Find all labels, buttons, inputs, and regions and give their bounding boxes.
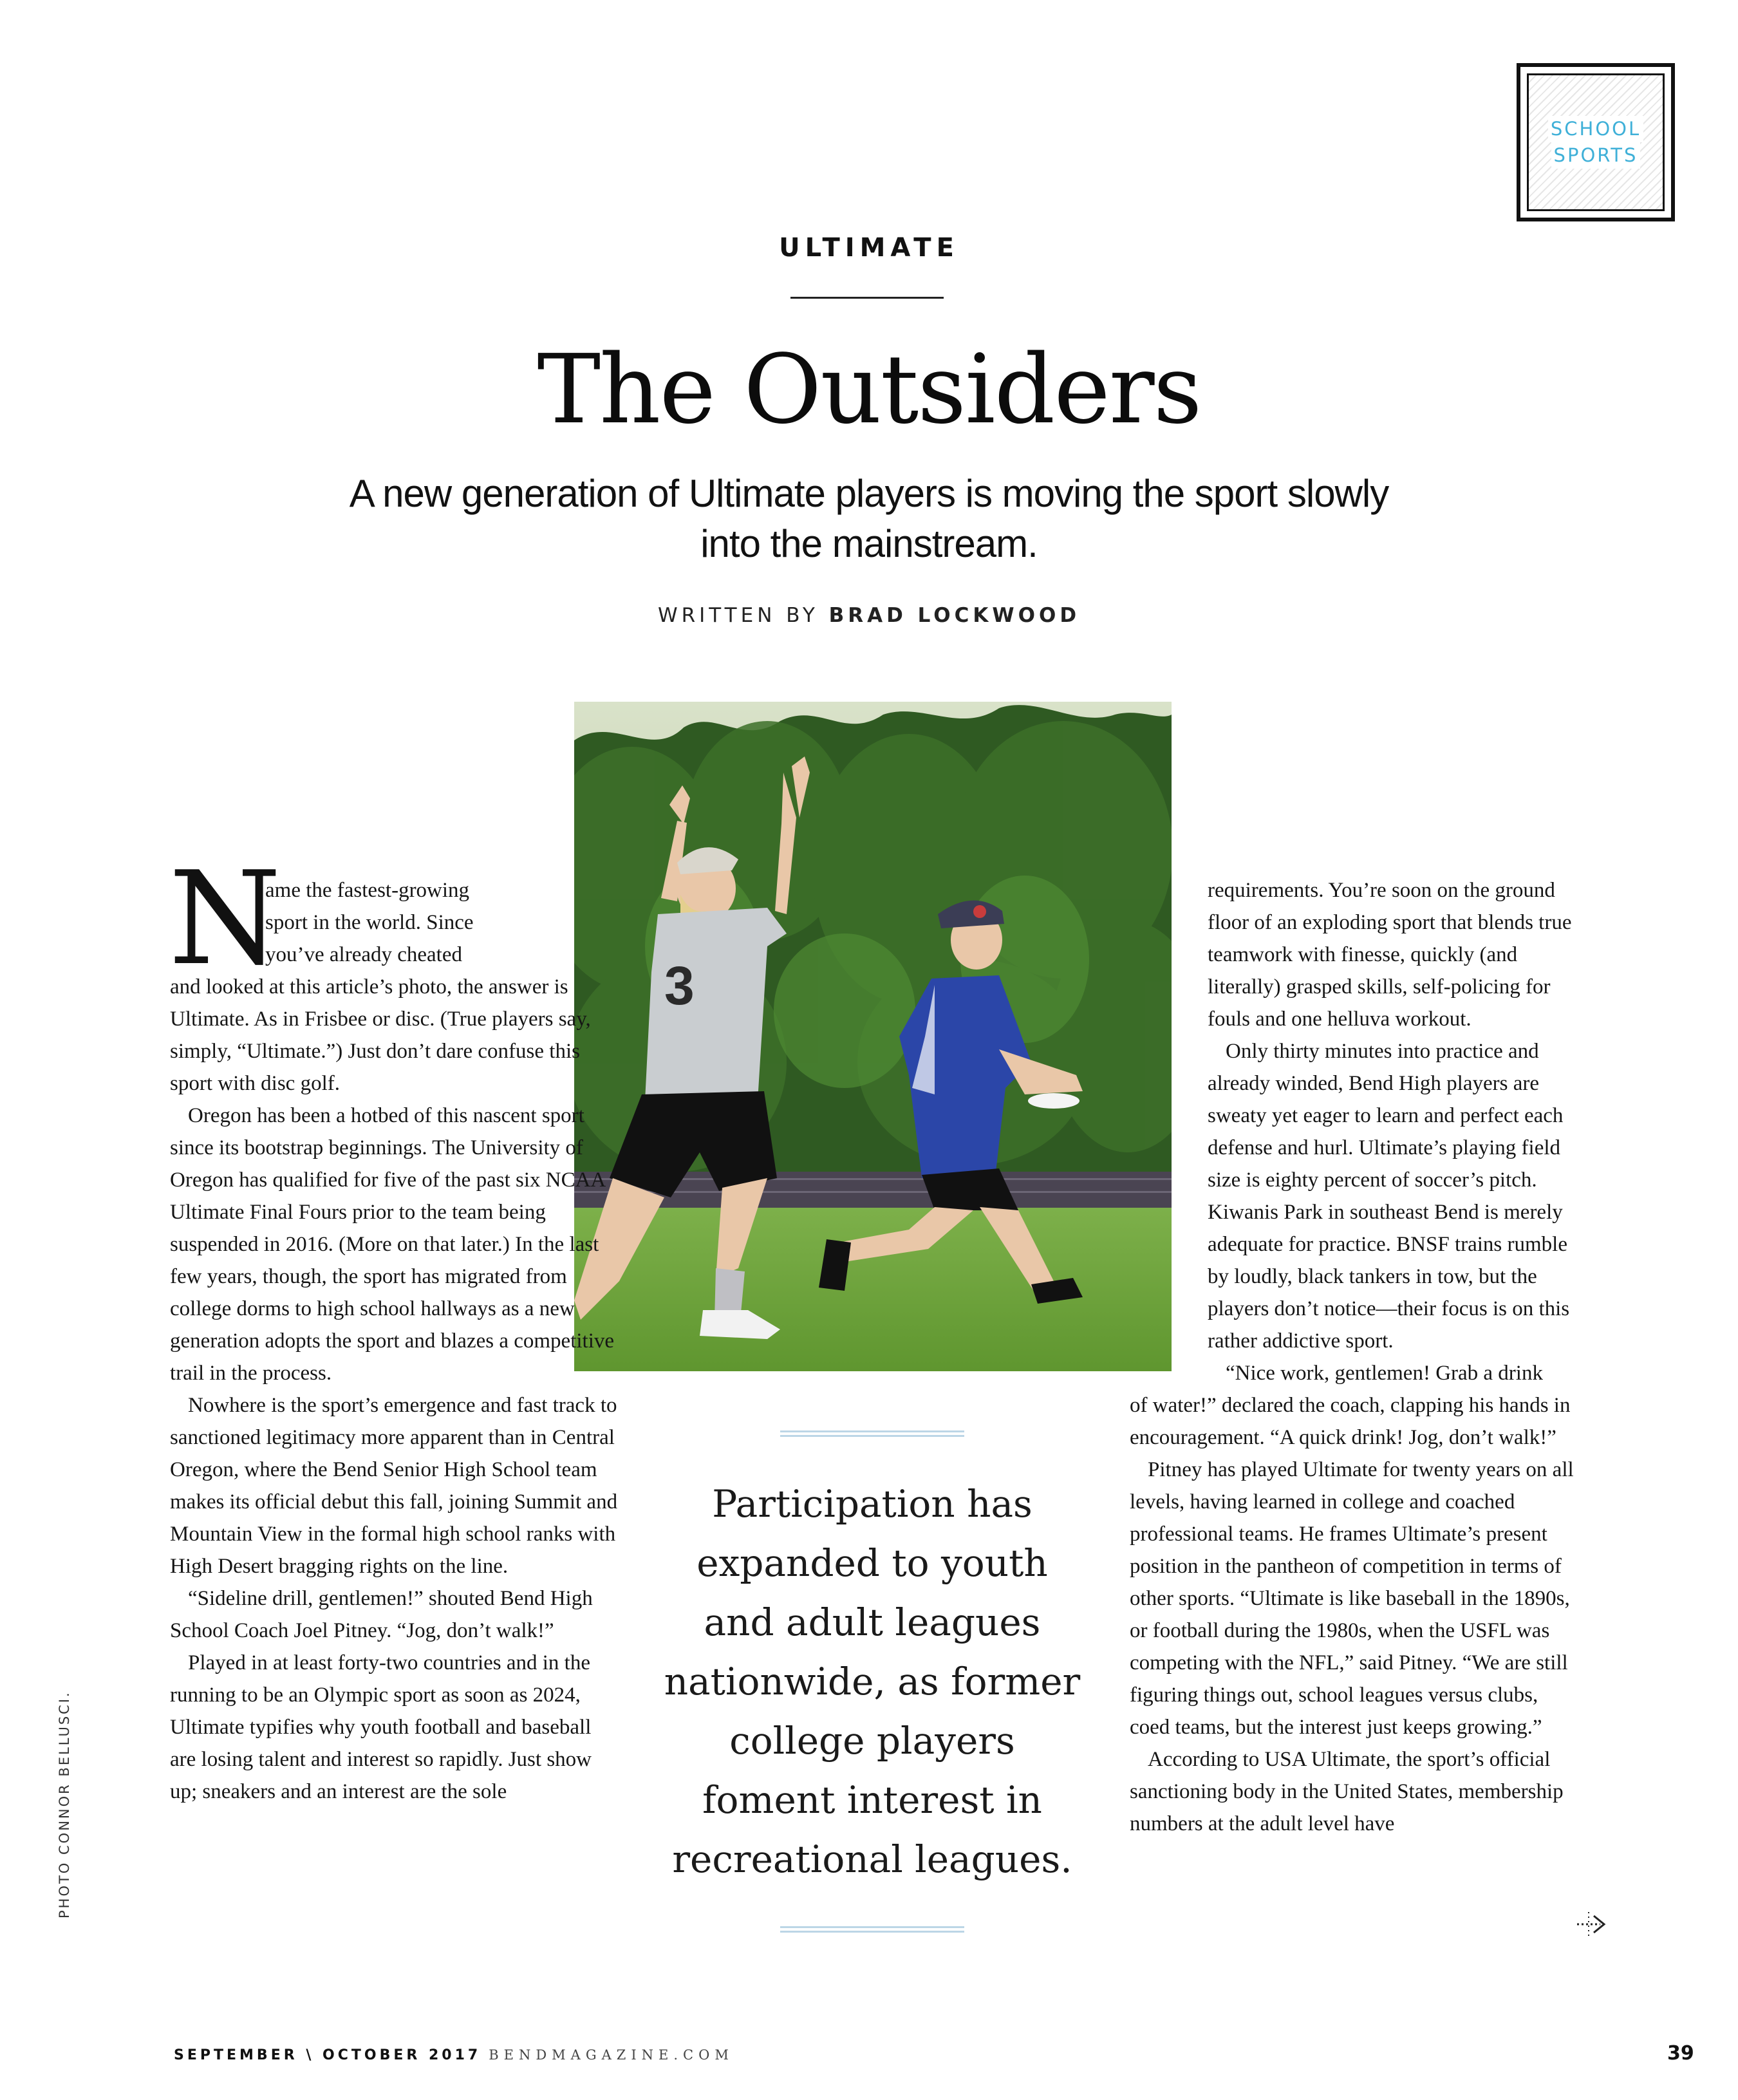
body-paragraph: According to USA Ultimate, the sport’s official sanctioning body in the United States, membership numbers at the adult level have — [1130, 1748, 1564, 1835]
article-title: The Outsiders — [537, 334, 1201, 445]
drop-cap: N — [169, 844, 281, 994]
page-number: 39 — [1667, 2042, 1694, 2065]
article-column-left — [170, 971, 621, 1808]
article-photo — [574, 702, 1172, 1371]
pull-quote-rule-bottom — [780, 1926, 964, 1933]
page-footer — [174, 2047, 734, 2063]
byline-prefix: WRITTEN BY — [657, 604, 819, 627]
continue-arrow-icon — [1574, 1908, 1613, 1940]
opening-line: ame the fastest-growing — [265, 879, 470, 902]
pull-quote: Participation has expanded to youth and adult leagues nationwide, as former college players foment interest in recreational leagues. — [664, 1482, 1081, 1881]
shirt-number: 3 — [664, 955, 695, 1016]
body-paragraph: Nowhere is the sport’s emergence and fast track to sanctioned legitimacy more apparent than in Central Oregon, where the Bend Senior High School team makes its official debut this fall, joining Summit and Mountain View in the formal high school ranks with High Desert bragging rights on the line. — [170, 1394, 618, 1578]
issue-date: SEPTEMBER \ OCTOBER 2017 — [174, 2047, 481, 2063]
photo-credit — [57, 1691, 72, 1931]
article-deck: A new generation of Ultimate players is moving the sport slowly into the mainstream. — [349, 472, 1389, 565]
body-paragraph: Oregon has been a hotbed of this nascent sport since its bootstrap beginnings. The University of Oregon has qualified for five of the past six NCAA Ultimate Final Fours prior to the team being suspended in 2016. (More on that later.) In the last few years, though, the sport has migrated from college dorms to high school hallways as a new generation adopts the sport and blazes a competitive trail in the process. — [170, 1104, 615, 1385]
body-paragraph: requirements. You’re soon on the ground floor of an exploding sport that blends true teamwork with finesse, quickly (and literally) grasped skills, self-policing for fouls and one helluva workout. — [1208, 879, 1572, 1031]
article-column-right-bottom — [1130, 1389, 1580, 1840]
body-paragraph: Only thirty minutes into practice and already winded, Bend High players are sweaty yet eager to learn and perfect each defense and hurl. Ultimate’s playing field size is eighty percent of soccer’s pitch. Kiwanis Park in southeast Bend is merely adequate for practice. BNSF trains rumble by loudly, black tankers in tow, but the players don’t notice—their focus is on this rather addictive sport. — [1208, 1040, 1570, 1353]
byline-author: BRAD LOCKWOOD — [828, 604, 1081, 627]
section-kicker: ULTIMATE — [779, 233, 959, 263]
ultimate-players-photo — [574, 702, 1172, 1371]
photo-credit-text: PHOTO CONNOR BELLUSCI. — [57, 1691, 72, 1918]
body-paragraph: Pitney has played Ultimate for twenty years on all levels, having learned in college and coached professional teams. He frames Ultimate’s present position in the pantheon of competition in terms of other sports. “Ultimate is like baseball in the 1890s, or football during the 1980s, when the USFL was competing with the NFL,” said Pitney. “We are still figuring things out, school leagues versus clubs, coed teams, but the interest just keeps growing.” — [1130, 1458, 1574, 1739]
magazine-website: BENDMAGAZINE.COM — [489, 2047, 734, 2063]
pull-quote-rule-top — [780, 1430, 964, 1437]
body-paragraph: “Nice work, gentlemen! Grab a drink — [1226, 1362, 1543, 1385]
body-paragraph: Played in at least forty-two countries and in the running to be an Olympic sport as soon as 2024, Ultimate typifies why youth football and baseball are losing talent and interest so rapidly. Just show up; sneakers and an interest are the sole — [170, 1651, 592, 1803]
body-paragraph: and looked at this article’s photo, the answer is Ultimate. As in Frisbee or disc. (True players say, simply, “Ultimate.”) Just don’t dare confuse this sport with disc golf. — [170, 975, 591, 1095]
opening-line: you’ve already cheated — [265, 943, 462, 966]
section-badge — [1517, 63, 1675, 221]
article-opening-lines — [265, 874, 536, 971]
body-paragraph: of water!” declared the coach, clapping his hands in encouragement. “A quick drink! Jog, don’t walk!” — [1130, 1394, 1571, 1449]
section-badge-pattern — [1527, 73, 1665, 211]
body-paragraph: “Sideline drill, gentlemen!” shouted Bend High School Coach Joel Pitney. “Jog, don’t walk!” — [170, 1587, 593, 1642]
article-column-right-top — [1208, 874, 1587, 1389]
byline — [0, 604, 1738, 627]
opening-line: sport in the world. Since — [265, 911, 474, 934]
kicker-divider — [790, 297, 944, 299]
section-badge-line-2: SPORTS — [1551, 142, 1641, 169]
section-badge-line-1: SCHOOL — [1548, 116, 1643, 142]
